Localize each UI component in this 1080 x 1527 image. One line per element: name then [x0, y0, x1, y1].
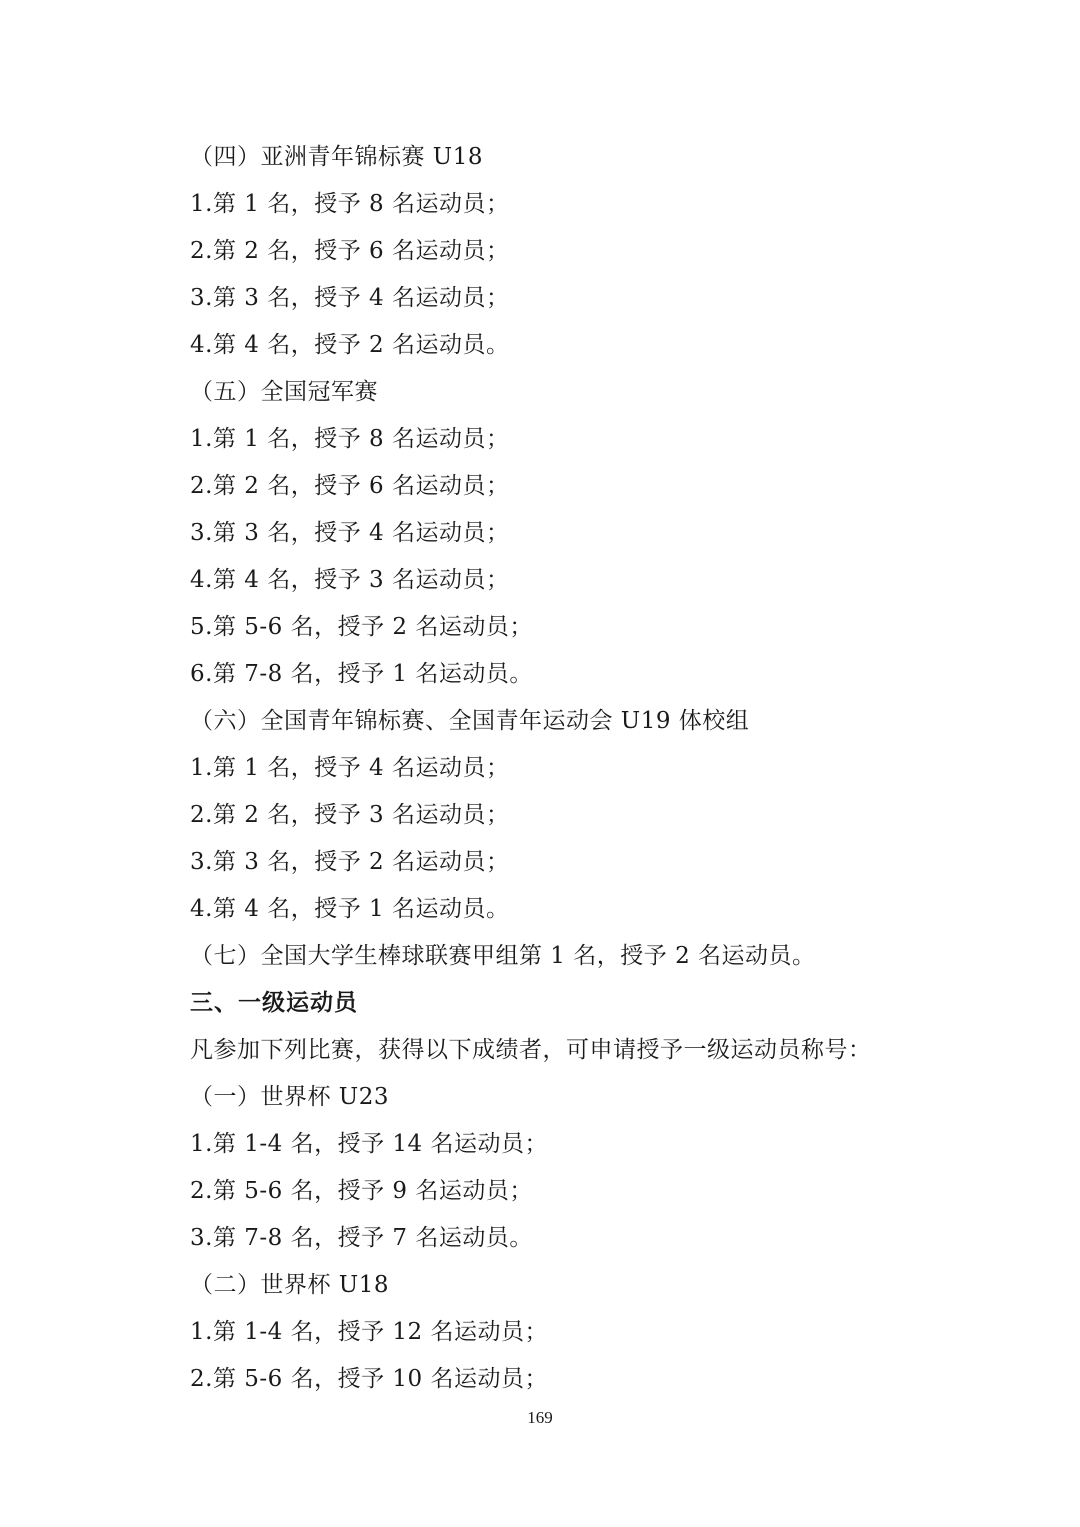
list-item: 4.第 4 名，授予 1 名运动员。	[190, 896, 510, 922]
section-heading-6: （六）全国青年锦标赛、全国青年运动会 U19 体校组	[190, 708, 750, 734]
list-item: 2.第 5-6 名，授予 10 名运动员；	[190, 1366, 548, 1392]
list-item: 3.第 3 名，授予 4 名运动员；	[190, 285, 510, 311]
list-item: 1.第 1 名，授予 8 名运动员；	[190, 191, 510, 217]
section-heading-1: （一）世界杯 U23	[190, 1084, 389, 1110]
list-item: 1.第 1 名，授予 8 名运动员；	[190, 426, 510, 452]
list-item: 2.第 2 名，授予 6 名运动员；	[190, 238, 510, 264]
chapter-heading: 三、一级运动员	[190, 990, 358, 1016]
list-item: 3.第 7-8 名，授予 7 名运动员。	[190, 1225, 533, 1251]
list-item: 1.第 1-4 名，授予 12 名运动员；	[190, 1319, 548, 1345]
intro-paragraph: 凡参加下列比赛，获得以下成绩者，可申请授予一级运动员称号：	[190, 1037, 872, 1063]
list-item: 2.第 2 名，授予 3 名运动员；	[190, 802, 510, 828]
list-item: 5.第 5-6 名，授予 2 名运动员；	[190, 614, 533, 640]
list-item: 4.第 4 名，授予 2 名运动员。	[190, 332, 510, 358]
list-item: 6.第 7-8 名，授予 1 名运动员。	[190, 661, 533, 687]
section-heading-5: （五）全国冠军赛	[190, 379, 378, 405]
section-heading-4: （四）亚洲青年锦标赛 U18	[190, 144, 483, 170]
list-item: 4.第 4 名，授予 3 名运动员；	[190, 567, 510, 593]
list-item: 2.第 5-6 名，授予 9 名运动员；	[190, 1178, 533, 1204]
list-item: 1.第 1-4 名，授予 14 名运动员；	[190, 1131, 548, 1157]
list-item: 3.第 3 名，授予 2 名运动员；	[190, 849, 510, 875]
section-heading-7: （七）全国大学生棒球联赛甲组第 1 名，授予 2 名运动员。	[190, 943, 816, 969]
list-item: 3.第 3 名，授予 4 名运动员；	[190, 520, 510, 546]
section-heading-2: （二）世界杯 U18	[190, 1272, 389, 1298]
list-item: 2.第 2 名，授予 6 名运动员；	[190, 473, 510, 499]
page-number: 169	[527, 1408, 553, 1427]
list-item: 1.第 1 名，授予 4 名运动员；	[190, 755, 510, 781]
